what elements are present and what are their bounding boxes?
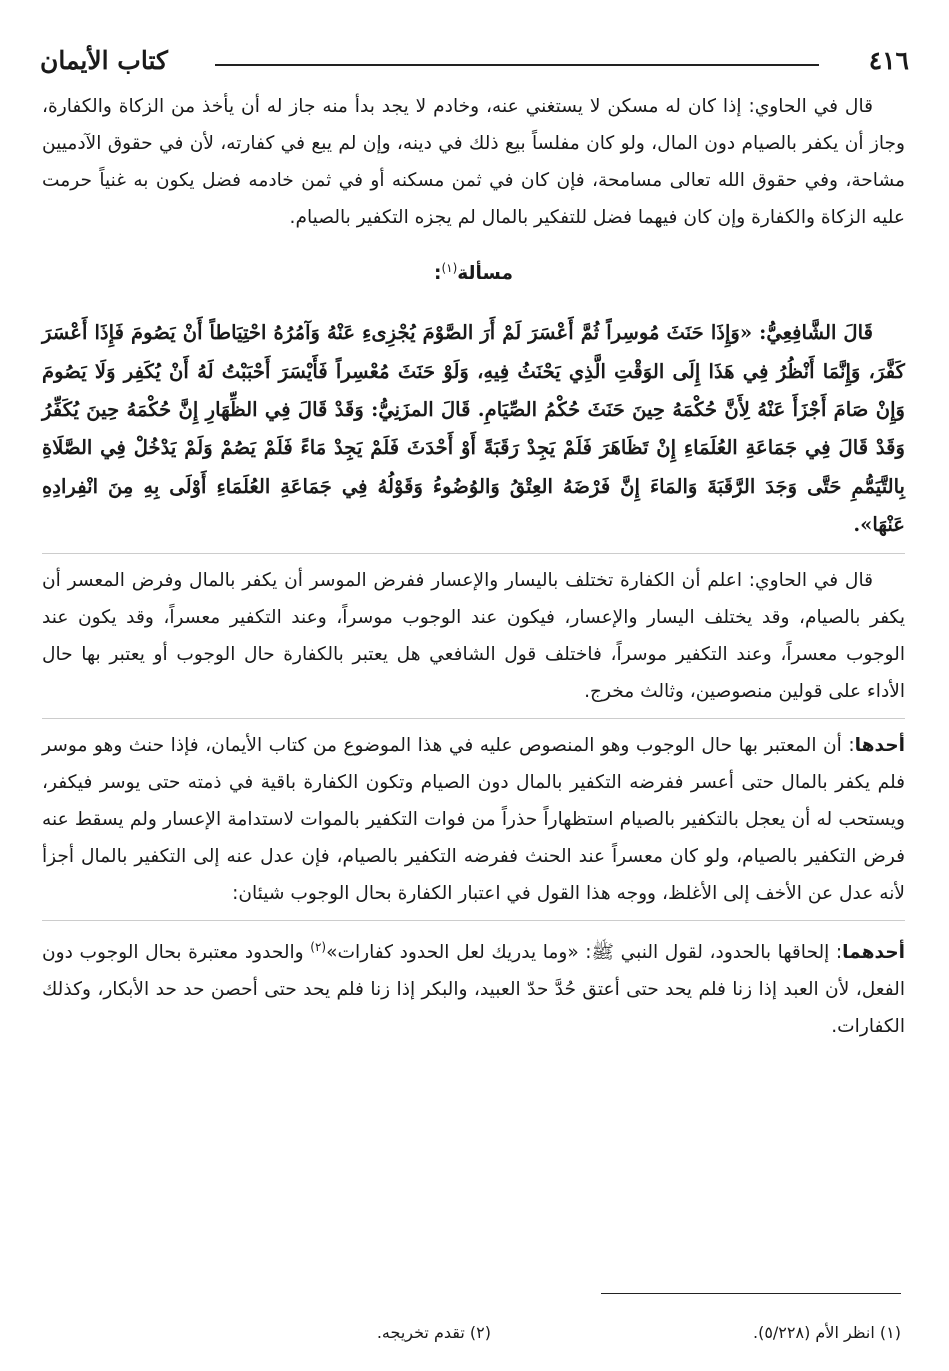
footnote-2: (٢) تقدم تخريجه. [376, 1323, 491, 1342]
first-reason-text-a: : إلحاقها بالحدود، لقول النبي ﷺ: «وما يدريك لعل الحدود كفارات» [326, 941, 843, 963]
header-rule [215, 64, 819, 66]
hadith-footnote-ref: (٢) [310, 939, 327, 954]
section-separator [42, 718, 905, 719]
page-number: ٤١٦ [868, 46, 909, 75]
issue-footnote-ref: (١) [441, 261, 458, 275]
first-reason-text-b: والحدود معتبرة بحال الوجوب دون الفعل، لأن العبد إذا زنا فلم يحد حتى أعتق حُدَّ حدّ العبيد، والبكر إذا زنا فلم يحد حتى أحصن حد حد الأبكار، وكذلك الكفارات. [42, 941, 905, 1037]
section-separator [42, 920, 905, 921]
issue-colon: : [434, 263, 442, 285]
paragraph-first-reason [42, 929, 905, 1045]
shafii-quote: قَالَ الشَّافِعِيُّ: «وَإِذَا حَنَثَ مُوسِراً ثُمَّ أَعْسَرَ لَمْ أَرَ الصَّوْمَ يُجْزِىءِ عَنْهُ وَآمُرُهُ احْتِيَاطاً أَنْ يَصُومَ فَإِذَا أَعْسَرَ كَفَّرَ، وَإِنَّمَا أَنْظُرُ فِي هَذَا إِلَى الوَقْتِ الَّذِي يَحْنَثُ فِيهِ، وَلَوْ حَنَثَ مُعْسِراً فَأَيْسَرَ أَحْبَبْتُ لَهُ أَنْ يُكَفِر وَلَا يَصُومَ وَإِنْ صَامَ أَجْزَأَ عَنْهُ لِأَنَّ حُكْمَهُ حِينَ حَنَثَ حُكْمُ الصِّيَامِ. قَالَ المزَنِيُّ: وَقَدْ قَالَ فِي الظِّهَارِ إِنَّ حُكْمَهُ حِينَ يُكَفِّرُ وَقَدْ قَالَ فِي جَمَاعَةِ العُلَمَاءِ إِنْ تَظَاهَرَ فَلَمْ يَجِدْ رَقَبَةً أَوْ أَحْدَثَ فَلَمْ يَجِدْ مَاءً فَلَمْ يَصُمْ وَلَمْ يَدْخُلْ فِي الصَّلَاةِ بِالتَّيَمُّمِ حَتَّى وَجَدَ الرَّقَبَةَ وَالمَاءَ إِنَّ فَرْضَهُ العِتْقُ وَالوُضُوءُ وَقَوْلُهُ فِي جَمَاعَةِ العُلَمَاءِ أَوْلَى بِهِ مِنَ انْفِرادِهِ عَنْهَا». [42, 321, 905, 537]
paragraph-first-opinion [42, 727, 905, 912]
issue-heading [42, 250, 905, 292]
section-separator [42, 553, 905, 554]
footnote-1: (١) انظر الأم (٥/٢٢٨). [752, 1323, 901, 1342]
page-header [40, 42, 909, 82]
paragraph-hawi-2: قال في الحاوي: اعلم أن الكفارة تختلف باليسار والإعسار ففرض الموسر أن يكفر بالمال وفرض المعسر أن يكفر بالصيام، وقد يختلف اليسار والإعسار، فيكون عند الوجوب موسراً، وعند التكفير معسراً، وقد يكون عند الوجوب معسراً، وعند التكفير موسراً، فاختلف قول الشافعي هل يعتبر بالكفارة حال الوجوب أو يعتبر بها حال الأداء على قولين منصوصين، وثالث مخرج. [42, 569, 905, 702]
paragraph-hawi-1: قال في الحاوي: إذا كان له مسكن لا يستغني عنه، وخادم لا يجد بدأ منه جاز له أن يأخذ من الزكاة والكفارة، وجاز أن يكفر بالصيام دون المال، ولو كان مفلساً بيع ذلك في دينه، وإن لم يبع في كفارته، لأن في حقوق الآدميين مشاحة، وفي حقوق الله تعالى مسامحة، فإن كان في ثمن مسكنه أو في ثمن خادمه فضل يكون به غنياً حرمت عليه الزكاة والكفارة وإن كان فيهما فضل للتفكير بالمال لم يجزه التكفير بالصيام. [42, 96, 905, 228]
first-reason-lead: أحدهما [842, 941, 905, 963]
page-body [42, 88, 905, 1045]
issue-title: مسألة [457, 263, 513, 285]
first-opinion-text: : أن المعتبر بها حال الوجوب وهو المنصوص عليه في هذا الموضوع من كتاب الأيمان، فإذا حنث وهو موسر فلم يكفر بالمال حتى أعسر ففرضه التكفير بالمال دون الصيام وتكون الكفارة باقية في ذمته حتى يوسر فيكفر، ويستحب له أن يعجل بالتكفير بالصيام استظهاراً حذراً من فوات التكفير بالموات لاستدامة الإعسار ولم يسقط عنه فرض التكفير بالصيام، ولو كان معسراً عند الحنث ففرضه التكفير بالصيام، فإن عدل عنه إلى التكفير بالمال أجزأ لأنه عدل عن الأخف إلى الأغلظ، ووجه هذا القول في اعتبار الكفارة بحال الوجوب شيئان: [42, 734, 905, 904]
first-opinion-lead: أحدها [854, 734, 905, 756]
footnote-rule [601, 1293, 901, 1294]
book-title: كتاب الأيمان [40, 46, 168, 75]
